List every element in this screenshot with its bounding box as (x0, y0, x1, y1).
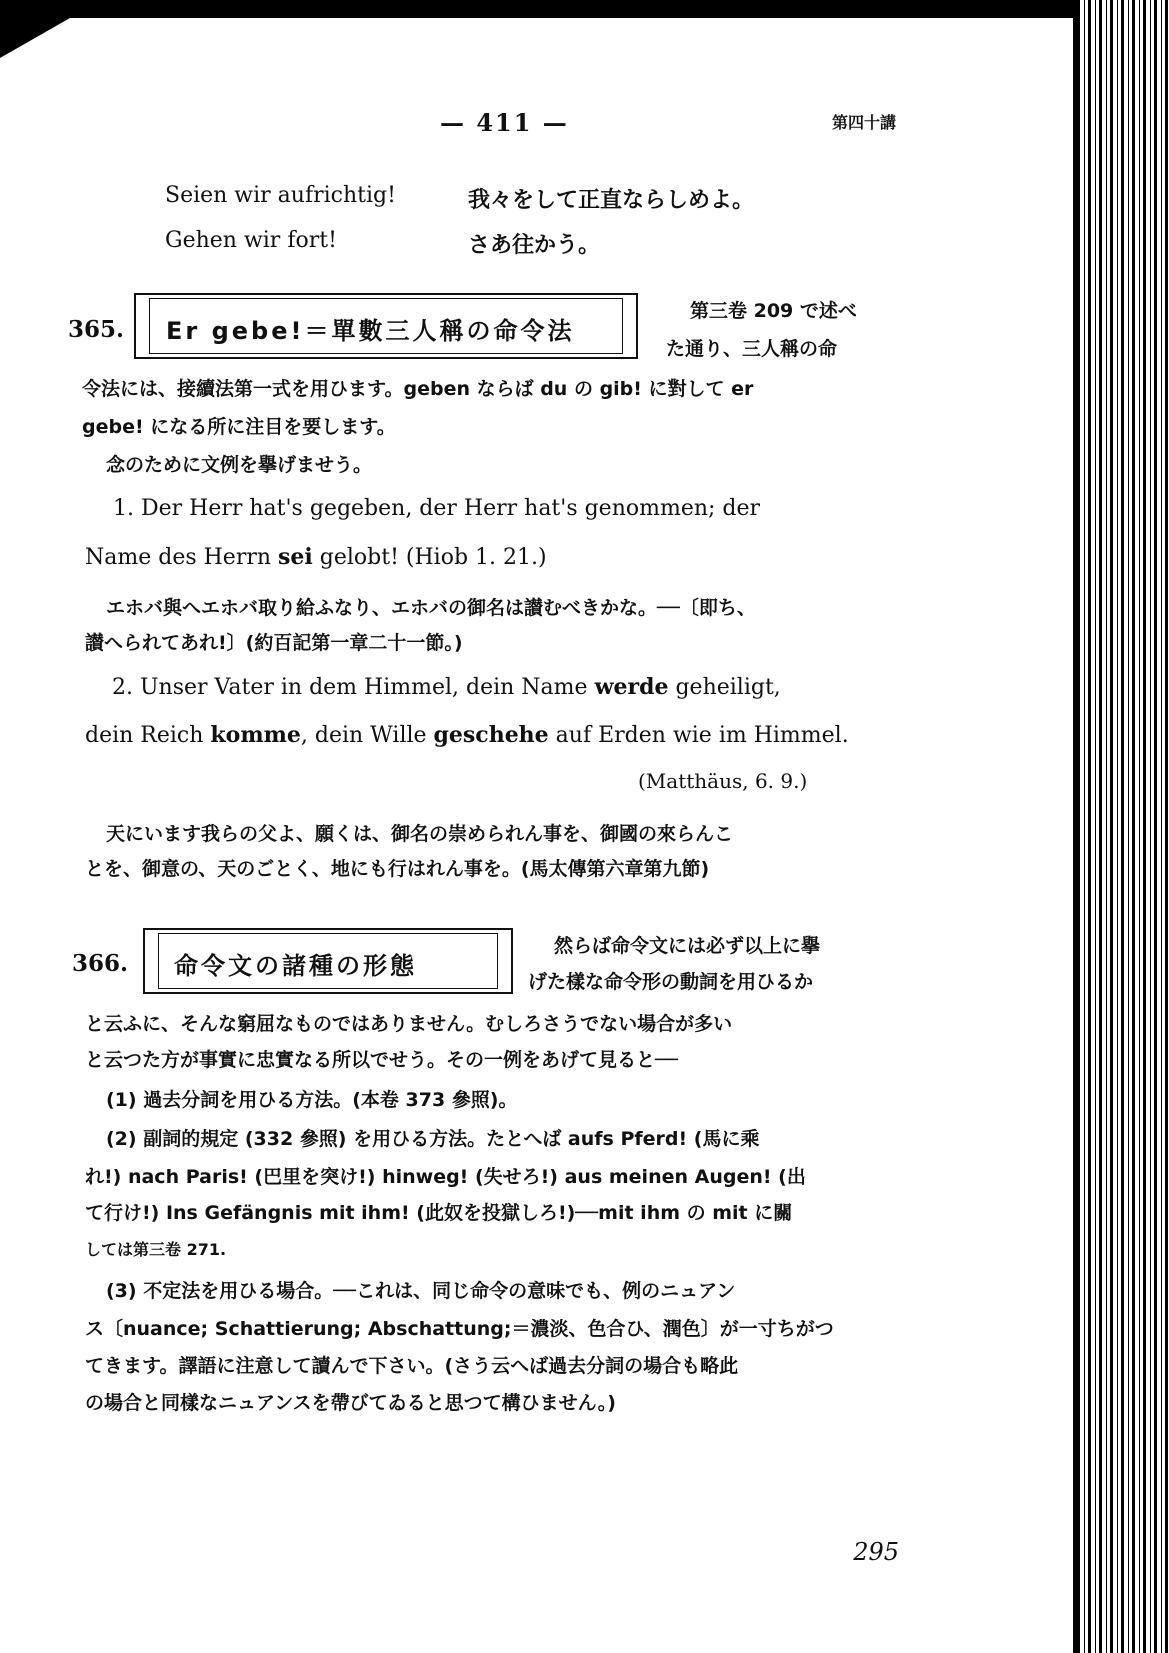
section-366-body-line-2: と云つた方が事實に忠實なる所以でせう。その一例をあげて見ると── (85, 1049, 678, 1071)
section-366-item-3-line-4: の場合と同樣なニュアンスを帶びてゐると思つて構ひません。) (85, 1392, 616, 1414)
example-2-emphasis-geschehe: geschehe (433, 722, 549, 748)
section-365-number: 365. (68, 316, 125, 343)
section-365-side-line-1: 第三卷 209 で述べ (690, 300, 857, 322)
example-2-source: (Matthäus, 6. 9.) (638, 769, 808, 793)
page-number: — 411 — (440, 108, 569, 137)
scan-top-border (0, 0, 1169, 18)
example-2-translation-line-2: とを、御意の、天のごとく、地にも行はれん事を。(馬太傳第六章第九節) (85, 858, 710, 880)
section-366-item-2-line-1: (2) 副詞的規定 (332 參照) を用ひる方法。たとへば aufs Pferd! (馬に乘 (106, 1128, 760, 1150)
example-1-line-1: 1. Der Herr hat's gegeben, der Herr hat's genommen; der (113, 496, 761, 521)
example-1-emphasis-sei: sei (278, 544, 313, 570)
section-365-side-line-2: た通り、三人稱の命 (666, 338, 838, 360)
example-2-line-1: 2. Unser Vater in dem Himmel, dein Name werde geheiligt, (112, 674, 781, 700)
example-2-emphasis-komme: komme (210, 722, 301, 748)
section-366-item-2-line-3: て行け!) Ins Gefängnis mit ihm! (此奴を投獄しろ!)──mit ihm の mit に關 (85, 1202, 793, 1224)
section-366-body-line-1: と云ふに、そんな窮屈なものではありません。むしろさうでない場合が多い (85, 1013, 733, 1035)
section-365-body-line-1: 令法には、接續法第一式を用ひます。geben ならば du の gib! に對して er (82, 378, 754, 400)
section-366-item-1: (1) 過去分詞を用ひる方法。(本卷 373 參照)。 (106, 1089, 518, 1111)
example-1-line-2: Name des Herrn sei gelobt! (Hiob 1. 21.) (85, 544, 547, 570)
example-jp-1: 我々をして正直ならしめよ。 (468, 188, 755, 213)
folio-number: 295 (853, 1538, 899, 1566)
example-jp-2: さあ往かう。 (468, 233, 601, 258)
section-366-number: 366. (72, 950, 129, 977)
example-de-2: Gehen wir fort! (165, 228, 337, 253)
section-366-side-line-1: 然らば命令文には必ず以上に擧 (554, 935, 821, 957)
example-1-translation-line-2: 讃へられてあれ!〕(約百記第一章二十一節。) (85, 632, 463, 654)
section-365-body-line-2: gebe! になる所に注目を要します。 (82, 416, 396, 438)
example-2-line-2: dein Reich komme, dein Wille geschehe auf Erden wie im Himmel. (85, 722, 849, 748)
section-366-side-line-2: げた樣な命令形の動詞を用ひるか (528, 971, 814, 993)
section-366-item-3-line-1: (3) 不定法を用ひる場合。──これは、同じ命令の意味でも、例のニュアン (106, 1280, 736, 1302)
section-366-item-3-line-3: てきます。譯語に注意して讀んで下さい。(さう云へば過去分詞の場合も略此 (85, 1355, 739, 1377)
section-365-title: Er gebe!＝單數三人稱の命令法 (166, 317, 575, 345)
lecture-heading: 第四十講 (832, 113, 897, 132)
section-366-title: 命令文の諸種の形態 (174, 952, 417, 980)
example-de-1: Seien wir aufrichtig! (165, 183, 396, 208)
section-365-intro: 念のために文例を擧げませう。 (106, 454, 373, 476)
section-366-item-2-line-4: しては第三卷 271. (85, 1240, 227, 1259)
example-2-emphasis-werde: werde (594, 674, 669, 700)
example-1-translation-line-1: エホバ與へエホバ取り給ふなり、エホバの御名は讃むべきかな。──〔即ち、 (106, 597, 756, 619)
section-366-item-3-line-2: ス〔nuance; Schattierung; Abschattung;＝濃淡、色合ひ、潤色〕が一寸ちがつ (85, 1318, 834, 1340)
section-366-item-2-line-2: れ!) nach Paris! (巴里を突け!) hinweg! (失せろ!) aus meinen Augen! (出 (85, 1166, 806, 1188)
example-2-translation-line-1: 天にいます我らの父よ、願くは、御名の崇められん事を、御國の來らんこ (106, 823, 734, 845)
scan-corner-shadow (0, 18, 70, 58)
book-spine (1077, 0, 1169, 1653)
